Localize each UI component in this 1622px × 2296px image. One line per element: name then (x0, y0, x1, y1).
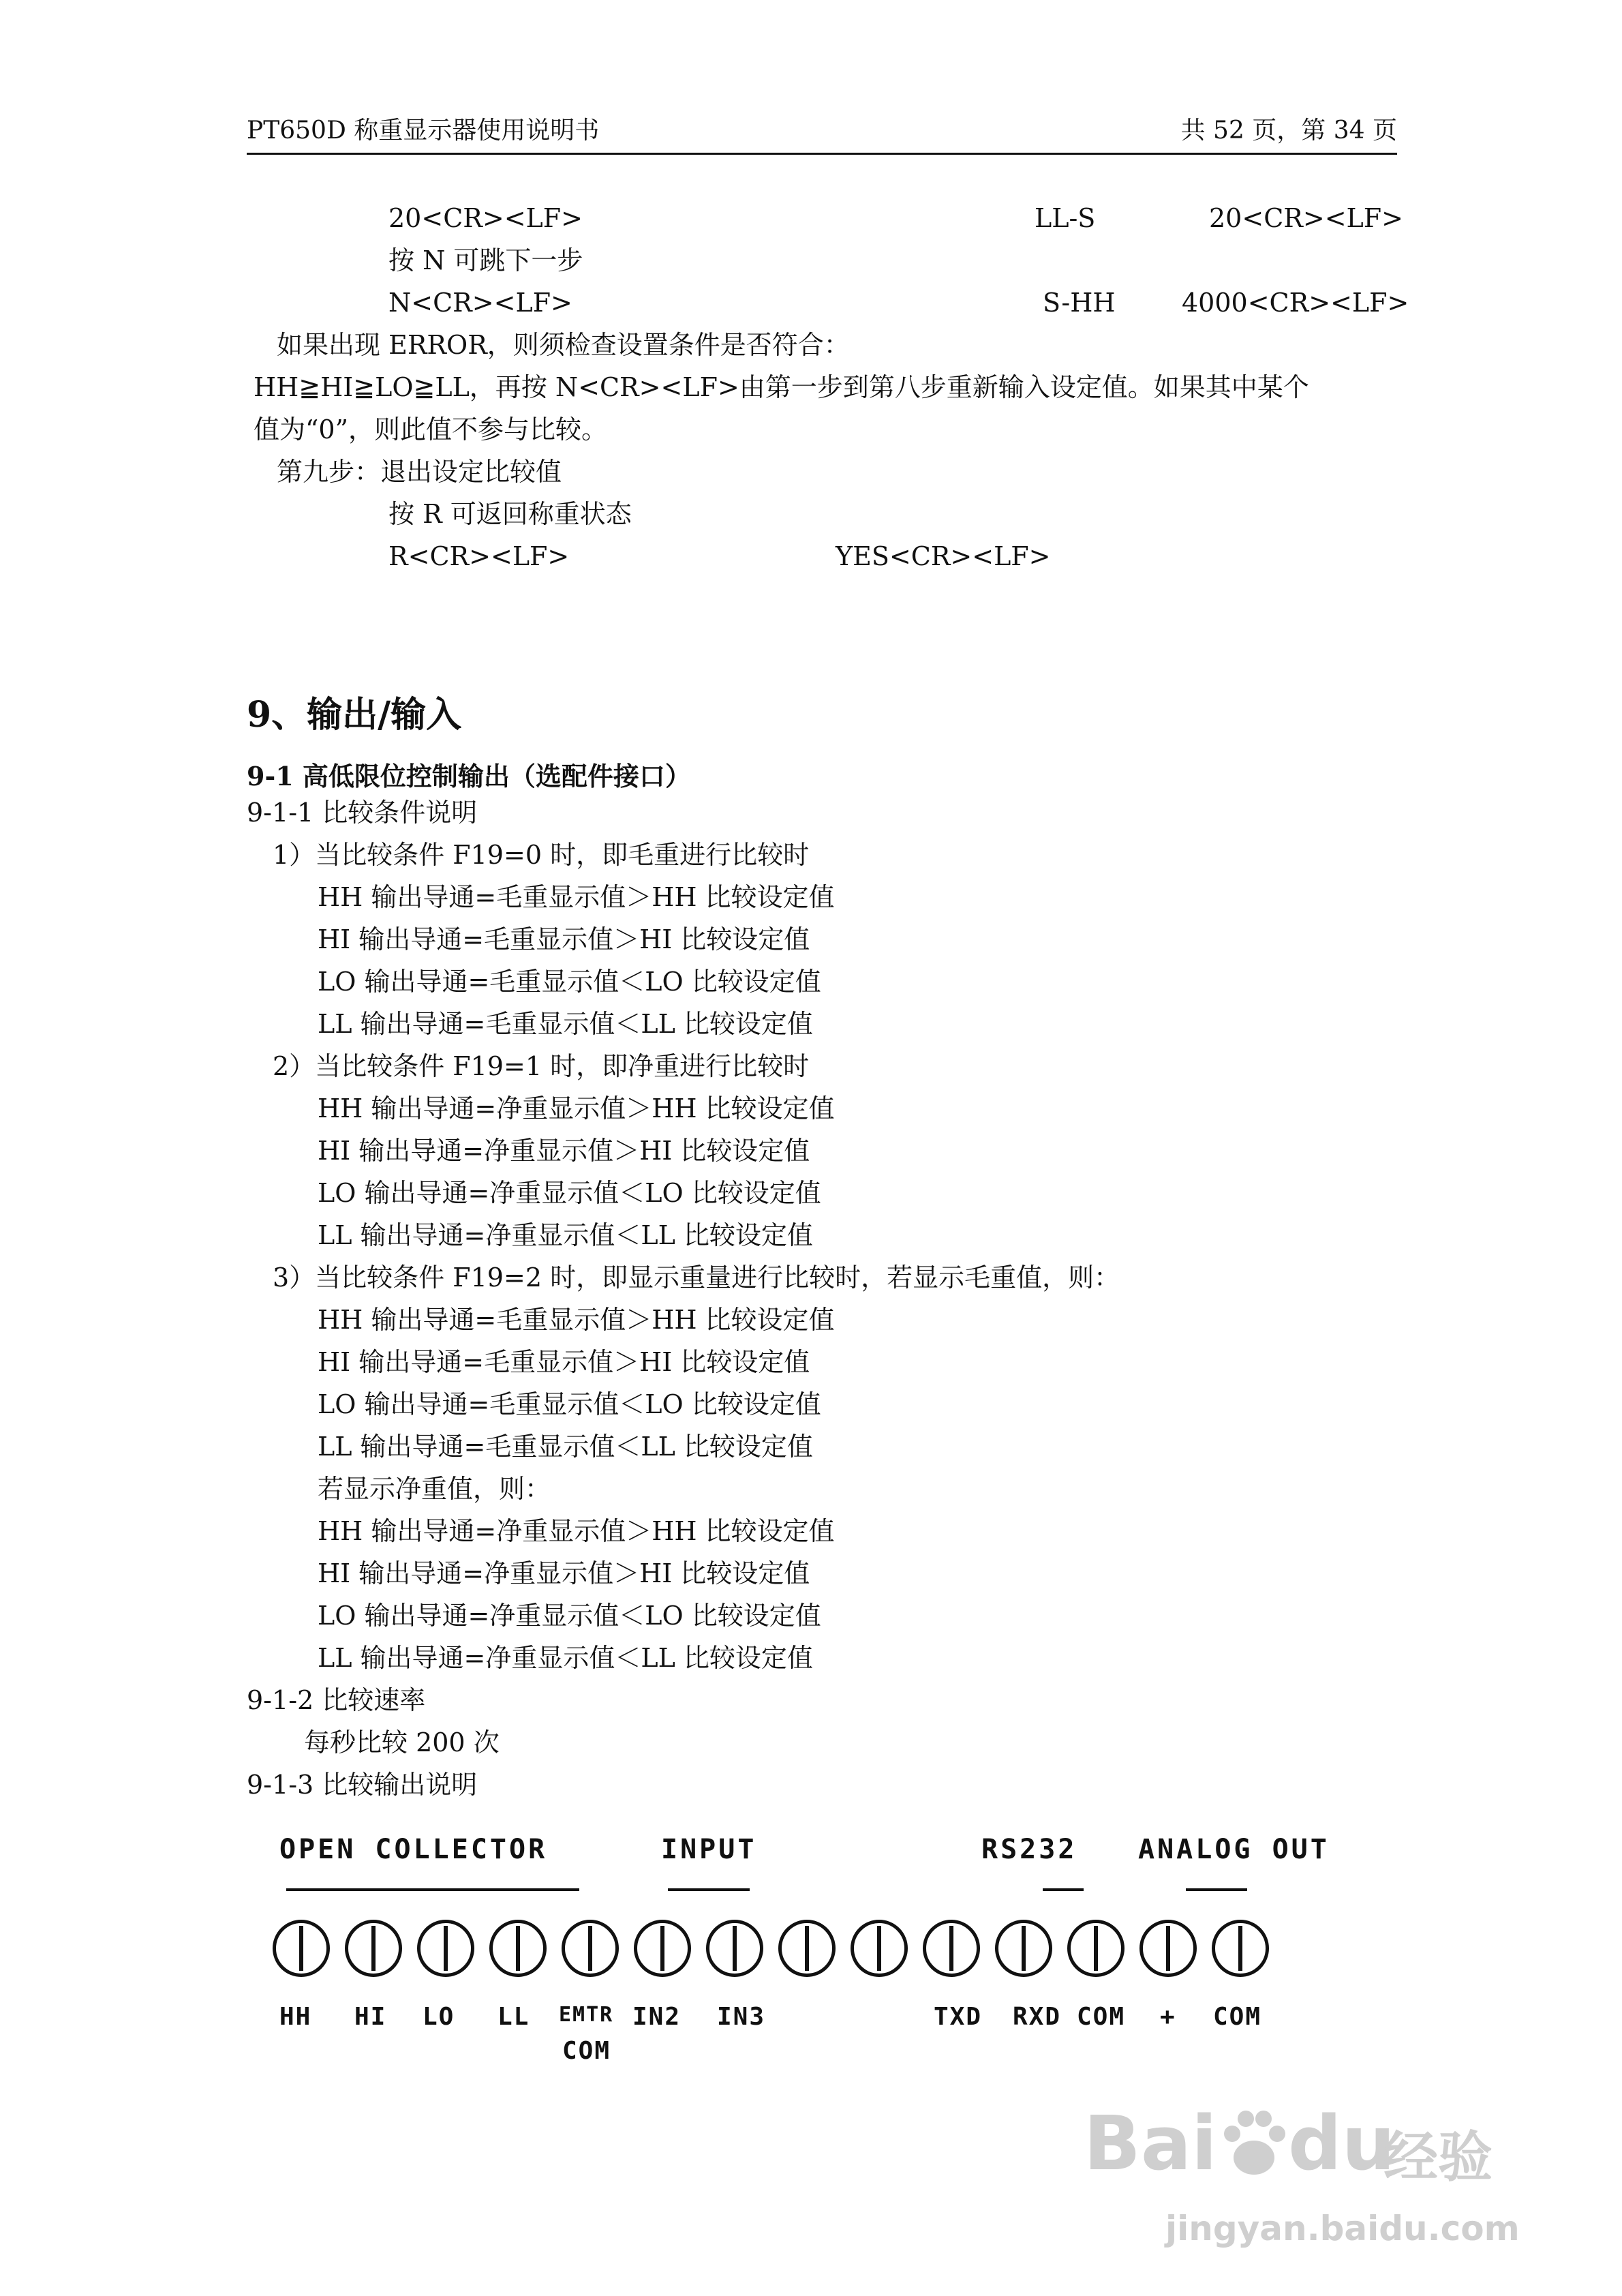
cond1-line: HH 输出导通=毛重显示值＞HH 比较设定值 (318, 882, 835, 912)
label-ll: LL (498, 2003, 530, 2031)
step9-title: 第九步：退出设定比较值 (277, 457, 562, 487)
terminal (634, 1920, 691, 1977)
cond3-net-title: 若显示净重值，则： (318, 1474, 551, 1504)
error-line3: 值为“0”，则此值不参与比较。 (254, 414, 608, 444)
bracket-input (668, 1888, 750, 1891)
terminal (417, 1920, 474, 1977)
terminal (345, 1920, 402, 1977)
watermark-brand: Bai (1084, 2100, 1217, 2187)
terminal (1067, 1920, 1124, 1977)
label-hh: HH (279, 2003, 312, 2031)
group-rs232: RS232 (981, 1834, 1077, 1865)
subsection-9-1-2: 9-1-2 比较速率 (247, 1685, 426, 1715)
cond3-line: LO 输出导通=毛重显示值＜LO 比较设定值 (318, 1389, 821, 1419)
cond1-title: 1）当比较条件 F19=0 时，即毛重进行比较时 (273, 840, 810, 870)
terminal (706, 1920, 763, 1977)
terminal (489, 1920, 547, 1977)
prompt-s-hh: S-HH (1043, 288, 1116, 318)
label-lo: LO (423, 2003, 455, 2031)
bracket-analog (1186, 1888, 1247, 1891)
terminal (562, 1920, 619, 1977)
cmd-n: N<CR><LF> (388, 288, 572, 318)
page-header (247, 115, 1397, 155)
group-input: INPUT (661, 1834, 757, 1865)
cond1-line: LL 输出导通=毛重显示值＜LL 比较设定值 (318, 1009, 813, 1039)
step9-cmd: R<CR><LF> (388, 541, 570, 571)
terminal (995, 1920, 1052, 1977)
group-analog-out: ANALOG OUT (1138, 1834, 1330, 1865)
bracket-open-collector (286, 1888, 579, 1891)
watermark-cn: 经验 (1383, 2126, 1493, 2189)
label-emtr: EMTR (559, 2003, 614, 2027)
subsection-9-1-3: 9-1-3 比较输出说明 (247, 1770, 478, 1800)
cond3-title: 3）当比较条件 F19=2 时，即显示重量进行比较时，若显示毛重值，则： (273, 1263, 1120, 1293)
label-hi: HI (354, 2003, 387, 2031)
cond2-line: HI 输出导通=净重显示值＞HI 比较设定值 (318, 1136, 810, 1166)
paw-icon (1220, 2106, 1288, 2181)
terminal (1139, 1920, 1197, 1977)
label-in2: IN2 (632, 2003, 682, 2031)
header-title: PT650D 称重显示器使用说明书 (247, 117, 600, 145)
error-line1: 如果出现 ERROR，则须检查设置条件是否符合： (277, 330, 850, 360)
label-plus: + (1160, 2003, 1176, 2031)
label-rxd: RXD (1013, 2003, 1062, 2031)
rate-text: 每秒比较 200 次 (304, 1727, 500, 1757)
label-com1: COM (562, 2037, 611, 2065)
cmd-20: 20<CR><LF> (388, 203, 583, 233)
resp-20: 20<CR><LF> (1209, 203, 1403, 233)
prompt-ll-s: LL-S (1035, 203, 1096, 233)
terminal (1212, 1920, 1269, 1977)
terminal (273, 1920, 330, 1977)
cond3-net-line: HH 输出导通=净重显示值＞HH 比较设定值 (318, 1516, 835, 1546)
subsection-9-1: 9-1 高低限位控制输出（选配件接口） (247, 761, 691, 791)
cond3-net-line: LO 输出导通=净重显示值＜LO 比较设定值 (318, 1601, 821, 1631)
cond3-net-line: HI 输出导通=净重显示值＞HI 比较设定值 (318, 1558, 810, 1588)
cond3-line: HI 输出导通=毛重显示值＞HI 比较设定值 (318, 1347, 810, 1377)
subsection-9-1-1: 9-1-1 比较条件说明 (247, 798, 478, 828)
cond2-line: LL 输出导通=净重显示值＜LL 比较设定值 (318, 1220, 813, 1250)
terminal (923, 1920, 980, 1977)
terminal-diagram (259, 1834, 1349, 2079)
cond2-line: LO 输出导通=净重显示值＜LO 比较设定值 (318, 1178, 821, 1208)
group-open-collector: OPEN COLLECTOR (279, 1834, 548, 1865)
next-step-hint: 按 N 可跳下一步 (388, 245, 583, 275)
bracket-rs232 (1043, 1888, 1084, 1891)
step9-resp: YES<CR><LF> (836, 541, 1051, 571)
step9-desc: 按 R 可返回称重状态 (388, 499, 632, 529)
label-in3: IN3 (717, 2003, 766, 2031)
header-page-info: 共 52 页，第 34 页 (1180, 117, 1397, 145)
cond3-line: HH 输出导通=毛重显示值＞HH 比较设定值 (318, 1305, 835, 1335)
label-com3: COM (1213, 2003, 1262, 2031)
cond2-line: HH 输出导通=净重显示值＞HH 比较设定值 (318, 1093, 835, 1123)
watermark-brand2: du (1288, 2100, 1396, 2187)
watermark-url: jingyan.baidu.com (1165, 2209, 1520, 2248)
section-title: 9、输出/输入 (247, 694, 462, 736)
cond3-net-line: LL 输出导通=净重显示值＜LL 比较设定值 (318, 1643, 813, 1673)
terminal (778, 1920, 836, 1977)
resp-4000: 4000<CR><LF> (1182, 288, 1409, 318)
label-txd: TXD (934, 2003, 983, 2031)
error-line2: HH≧HI≧LO≧LL，再按 N<CR><LF>由第一步到第八步重新输入设定值。如果其中某个 (254, 372, 1309, 402)
cond2-title: 2）当比较条件 F19=1 时，即净重进行比较时 (273, 1051, 810, 1081)
label-com2: COM (1077, 2003, 1126, 2031)
cond1-line: LO 输出导通=毛重显示值＜LO 比较设定值 (318, 967, 821, 997)
baidu-watermark (1084, 2086, 1520, 2263)
terminal (851, 1920, 908, 1977)
cond1-line: HI 输出导通=毛重显示值＞HI 比较设定值 (318, 924, 810, 954)
cond3-line: LL 输出导通=毛重显示值＜LL 比较设定值 (318, 1432, 813, 1462)
